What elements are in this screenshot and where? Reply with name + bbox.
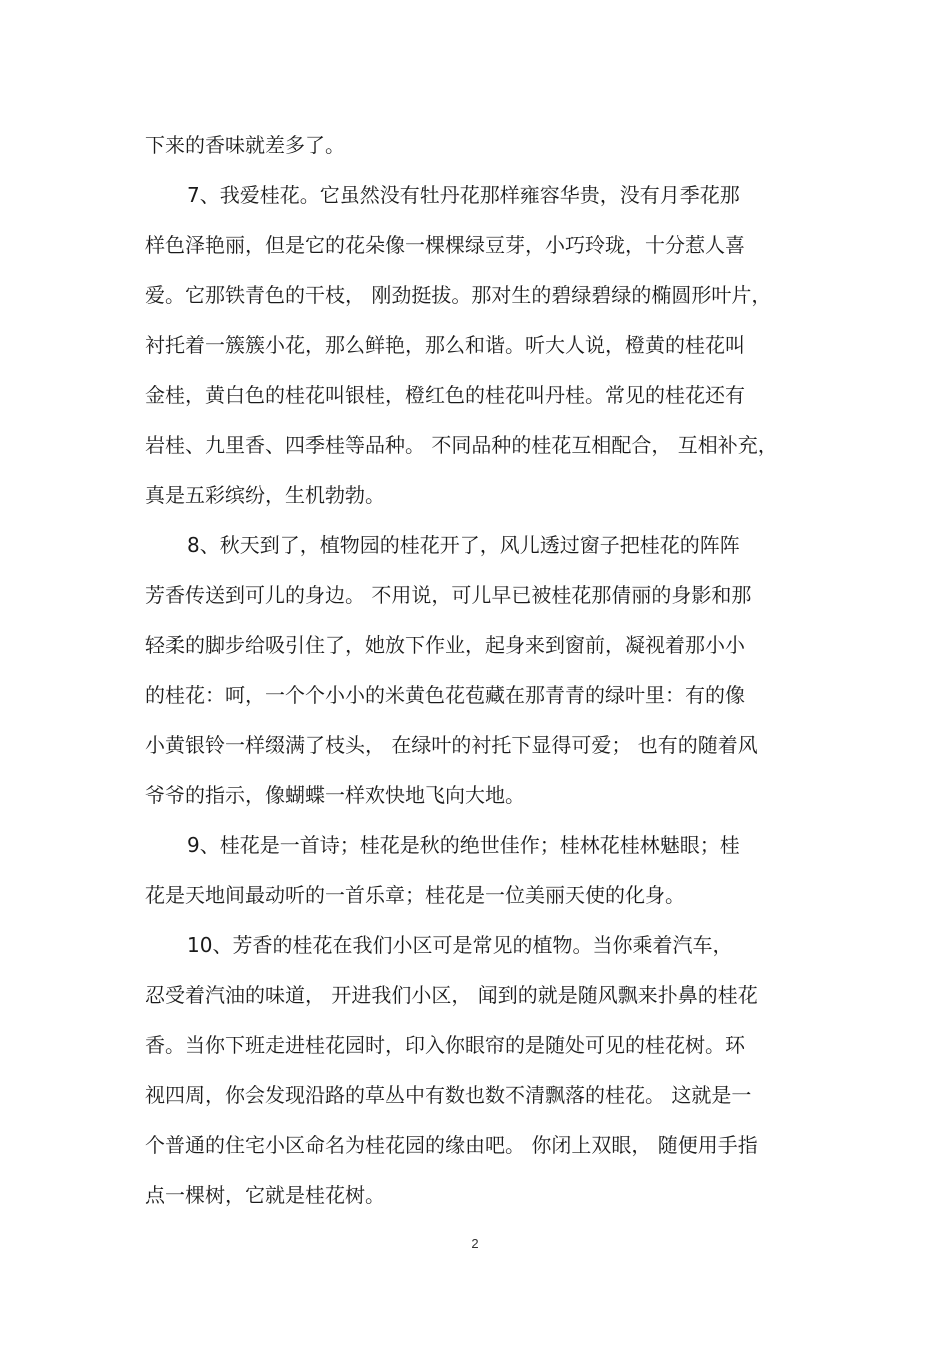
- text-line: 花是天地间最动听的一首乐章；桂花是一位美丽天使的化身。: [145, 883, 685, 907]
- text-line: 轻柔的脚步给吸引住了，她放下作业，起身来到窗前，凝视着那小小: [145, 633, 745, 657]
- text-line: 视四周，你会发现沿路的草丛中有数也数不清飘落的桂花。 这就是一: [145, 1083, 752, 1107]
- text-line: 个普通的住宅小区命名为桂花园的缘由吧。 你闭上双眼， 随便用手指: [145, 1133, 758, 1157]
- text-line: 金桂，黄白色的桂花叫银桂，橙红色的桂花叫丹桂。常见的桂花还有: [145, 383, 745, 407]
- text-line: 忍受着汽油的味道， 开进我们小区， 闻到的就是随风飘来扑鼻的桂花: [145, 983, 758, 1007]
- text-line: 10、芳香的桂花在我们小区可是常见的植物。当你乘着汽车，: [187, 933, 733, 957]
- text-line: 香。当你下班走进桂花园时，印入你眼帘的是随处可见的桂花树。环: [145, 1033, 745, 1057]
- text-line: 芳香传送到可儿的身边。 不用说，可儿早已被桂花那倩丽的身影和那: [145, 583, 752, 607]
- text-line: 真是五彩缤纷，生机勃勃。: [145, 483, 385, 507]
- text-line: 爷爷的指示，像蝴蝶一样欢快地飞向大地。: [145, 783, 525, 807]
- text-line: 7、我爱桂花。它虽然没有牡丹花那样雍容华贵，没有月季花那: [187, 183, 740, 207]
- text-line: 小黄银铃一样缀满了枝头， 在绿叶的衬托下显得可爱； 也有的随着风: [145, 733, 758, 757]
- page-number: 2: [471, 1236, 479, 1251]
- text-line: 样色泽艳丽，但是它的花朵像一棵棵绿豆芽，小巧玲珑，十分惹人喜: [145, 233, 745, 257]
- text-line: 爱。它那铁青色的干枝， 刚劲挺拔。那对生的碧绿碧绿的椭圆形叶片，: [145, 283, 772, 307]
- text-line: 岩桂、九里香、四季桂等品种。 不同品种的桂花互相配合， 互相补充，: [145, 433, 778, 457]
- text-line: 衬托着一簇簇小花，那么鲜艳，那么和谐。听大人说，橙黄的桂花叫: [145, 333, 745, 357]
- text-line: 点一棵树，它就是桂花树。: [145, 1183, 385, 1207]
- text-line: 的桂花：呵，一个个小小的米黄色花苞藏在那青青的绿叶里：有的像: [145, 683, 745, 707]
- text-line: 下来的香味就差多了。: [145, 133, 345, 157]
- text-line: 9、桂花是一首诗；桂花是秋的绝世佳作；桂林花桂林魅眼；桂: [187, 833, 740, 857]
- text-line: 8、秋天到了，植物园的桂花开了，风儿透过窗子把桂花的阵阵: [187, 533, 740, 557]
